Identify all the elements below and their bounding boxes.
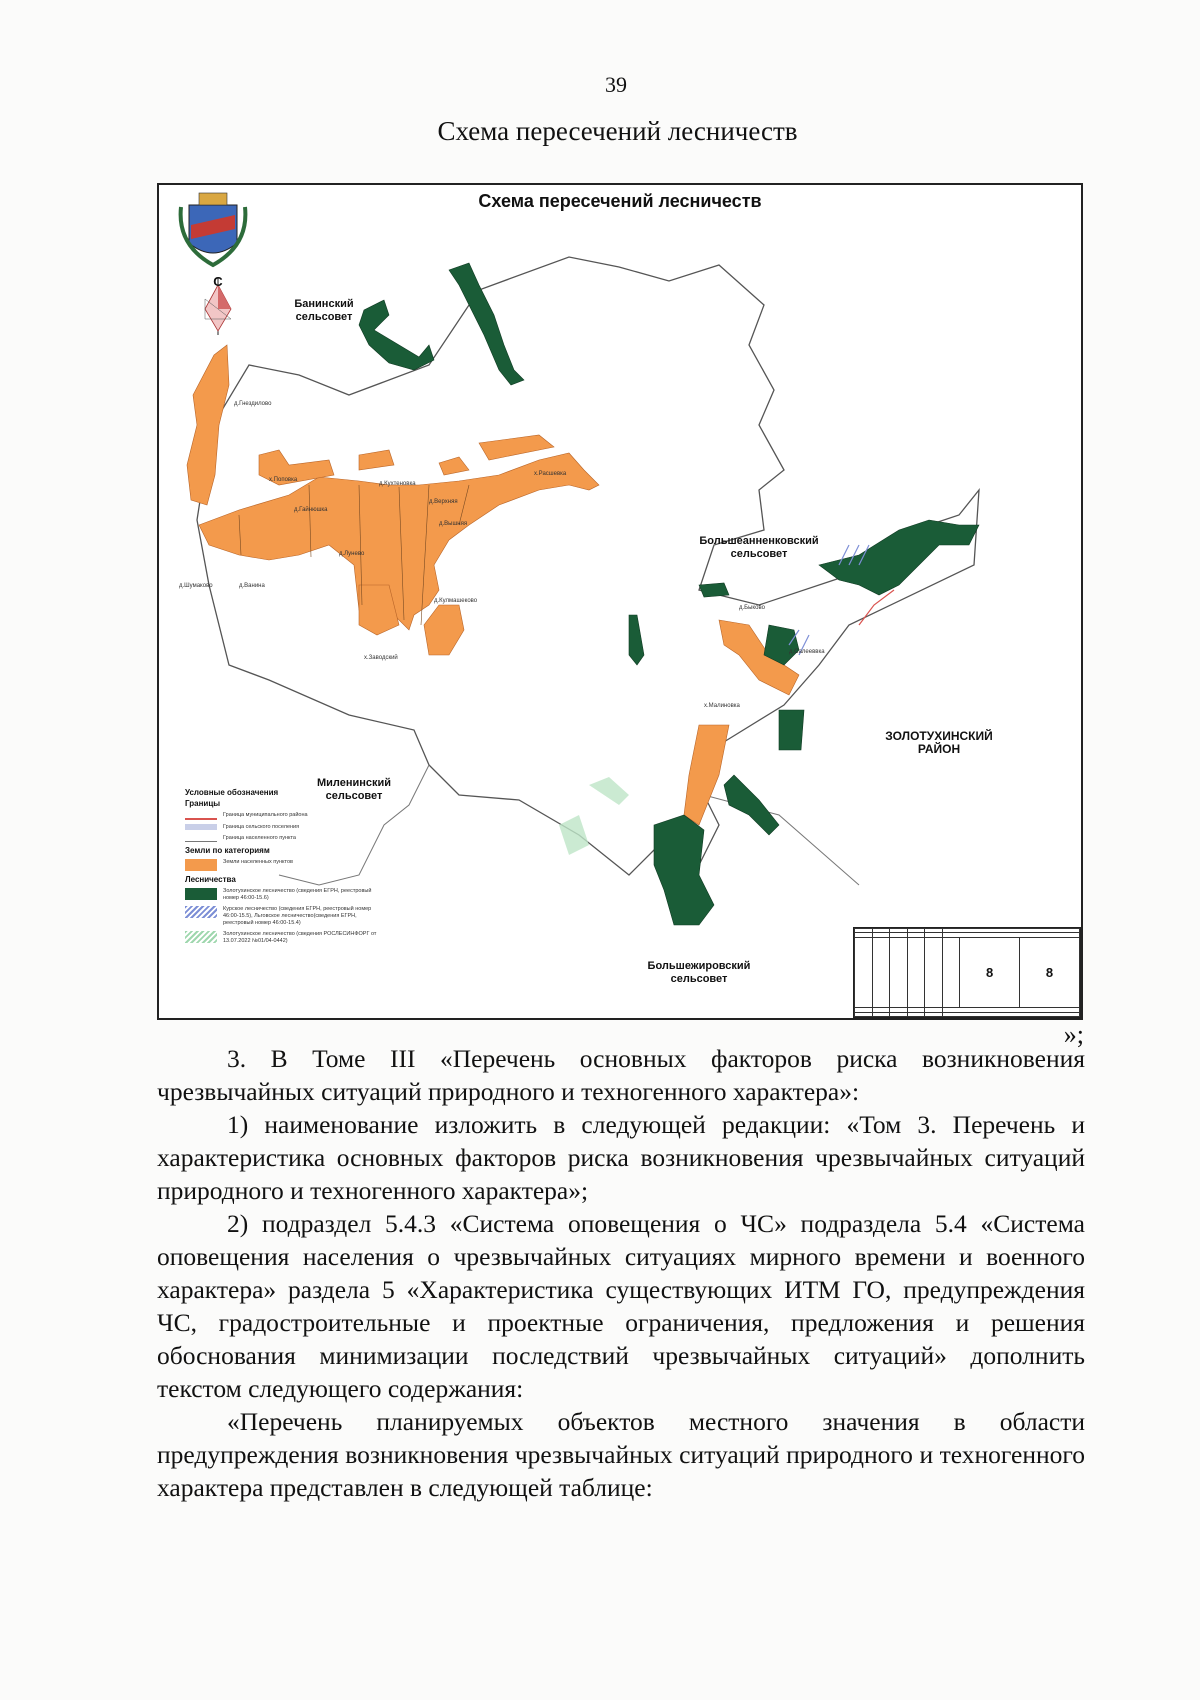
settlement-label: д.Вышняя <box>439 521 468 527</box>
legend-title: Условные обозначения <box>185 788 279 797</box>
region-label-banino: Банинский сельсовет <box>294 298 354 323</box>
settlement-label: д.Гайнюшка <box>294 507 328 513</box>
map-heading: Схема пересечений лесничеств <box>478 191 762 211</box>
north-letter: С <box>213 274 223 289</box>
forest-areas <box>359 263 979 925</box>
settlement-label: д.Быково <box>739 605 765 611</box>
settlement-label: д.Салееввка <box>789 649 825 655</box>
legend-boundaries-header: Границы <box>185 799 221 808</box>
settlement-label: д.Кухтеновка <box>379 481 416 487</box>
legend-boundary-locality: Граница населенного пункта <box>223 835 296 841</box>
legend-land-settlements: Земли населенных пунктов <box>223 859 293 865</box>
paragraph: 2) подраздел 5.4.3 «Система оповещения о ЧС» подраздела 5.4 «Система оповещения населения о чрезвычайных ситуациях мирного времени и военного характера» раздела 5 «Характеристика существующих ИТМ ГО, предупреждения ЧС, градостроительные и проектные ограничения, предложения и решения обоснования минимизации последствий чрезвычайных ситуаций» дополнить текстом следующего содержания: <box>157 1209 1085 1403</box>
forestry-map <box>157 183 1083 1020</box>
closing-quote: »; <box>1063 1020 1084 1049</box>
body-text <box>157 1042 1085 1504</box>
sheet-count: 8 <box>1020 937 1080 1007</box>
settlement-label: д.Ванина <box>239 583 265 589</box>
legend-forestry-header: Лесничества <box>185 875 236 884</box>
settlement-label: д.Гнездилово <box>234 401 272 407</box>
region-label-bolshezhirovo: Большежировский сельсовет <box>647 960 751 985</box>
sheet-number: 8 <box>960 937 1020 1007</box>
settlement-label: х.Поповка <box>269 477 298 483</box>
legend-boundary-settlement: Граница сельского поселения <box>223 824 300 830</box>
region-label-bolsheannenkovo: Большеанненковский сельсовет <box>699 535 819 560</box>
page-number: 39 <box>605 72 627 97</box>
paragraph: 1) наименование изложить в следующей редакции: «Том 3. Перечень и характеристика основных факторов риска возникновения чрезвычайных ситуаций природного и техногенного характера»; <box>157 1110 1085 1205</box>
paragraph: «Перечень планируемых объектов местного значения в области предупреждения возникновения чрезвычайных ситуаций природного и техногенного характера представлен в следующей таблице: <box>157 1407 1085 1502</box>
paragraph: 3. В Томе III «Перечень основных факторов риска возникновения чрезвычайных ситуаций природного и техногенного характера»: <box>157 1044 1085 1106</box>
region-label-zolotukhino: ЗОЛОТУХИНСКИЙ РАЙОН <box>885 729 993 756</box>
page-title: Схема пересечений лесничеств <box>437 116 798 146</box>
settlement-label: д.Верхняя <box>429 499 458 505</box>
settlement-label: х.Расшевка <box>534 471 567 477</box>
legend-land-header: Земли по категориям <box>185 846 270 855</box>
legend-forestry-3: Золотухинское лесничество (сведения РОСЛЕСИНФОРГ от 13.07.2022 №01/04-0442) <box>223 931 377 944</box>
settlement-label: х.Малиновка <box>704 703 740 709</box>
legend-forestry-1: Золотухинское лесничество (сведения ЕГРН, реестровый номер 46:00-15.6) <box>223 888 372 901</box>
settlement-label: х.Заводский <box>364 655 398 661</box>
legend-boundary-district: Граница муниципального района <box>223 812 308 818</box>
map-legend <box>185 786 385 949</box>
settlement-label: д.Шумаково <box>179 583 213 589</box>
legend-forestry-2: Курское лесничество (сведения ЕГРН, реестровый номер 46:00-15.5), Льговское лесничество(сведения ЕГРН, реестровый номер 46:00-15.4) <box>223 906 372 926</box>
title-block-stamp <box>853 927 1081 1018</box>
region-label-milenino: Миленинский сельсовет <box>316 777 392 802</box>
settlement-label: д.Кулмашеково <box>434 598 478 604</box>
settlement-label: д.Лунево <box>339 551 365 557</box>
